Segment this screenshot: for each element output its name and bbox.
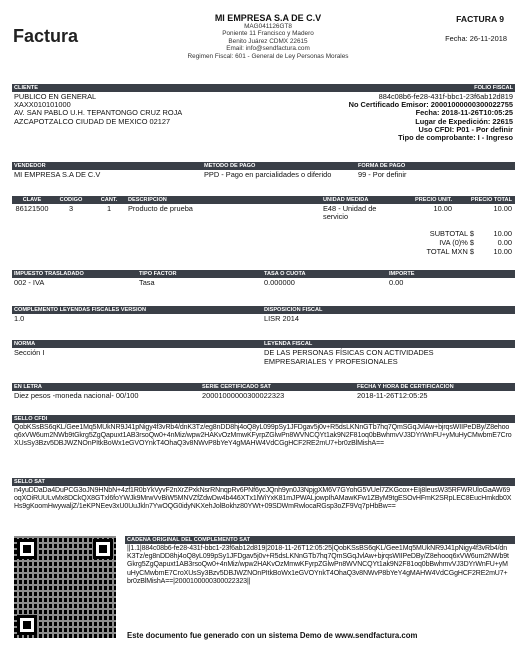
complement-version-label: COMPLEMENTO LEYENDAS FISCALES VERSION xyxy=(14,307,146,313)
payment-section xyxy=(12,162,515,181)
col-unidad: UNIDAD MEDIDA xyxy=(323,197,369,203)
client-header-bar xyxy=(12,84,515,92)
forma-label: FORMA DE PAGO xyxy=(358,163,406,169)
cert-sat-value: 20001000000300022323 xyxy=(202,391,285,400)
tax-impuesto: 002 - IVA xyxy=(14,278,45,287)
table-row xyxy=(12,204,515,221)
vendedor-label: VENDEDOR xyxy=(14,163,46,169)
client-name: PUBLICO EN GENERAL xyxy=(14,92,97,101)
cell-codigo: 3 xyxy=(68,204,74,213)
totals-block xyxy=(382,229,512,256)
cert-emisor: No Certificado Emisor: 20001000000300022755 xyxy=(348,100,513,110)
document-title: Factura xyxy=(13,26,79,46)
col-clave: CLAVE xyxy=(22,197,42,203)
items-table xyxy=(12,196,515,256)
col-descripcion: DESCRIPCION xyxy=(128,197,167,203)
client-city: AZCAPOTZALCO CIUDAD DE MEXICO 02127 xyxy=(14,116,171,126)
norma-label: NORMA xyxy=(14,341,36,347)
leyenda-label: LEYENDA FISCAL xyxy=(264,341,313,347)
company-rfc: MAG041126GT8 xyxy=(244,23,292,30)
invoice-number: FACTURA 9 xyxy=(456,14,504,24)
total-label: TOTAL MXN $ xyxy=(426,247,474,256)
col-cant: CANT. xyxy=(100,197,118,203)
cadena-text: ||1.1|884c08b6-fe28-431f-bbc1-23f6ab12d819|2018-11-26T12:05:25|QobKSsBS6qKL/Gee1Mq5MUkNR9J41pNigy4f3vRb4/dnK3Tz/eg8nDD8hj4oQ8yL099pSy1JFDgav5j0v+R5dsLKNnGTb7hq7QmSGqJvlAw+bjrqsWIIPeDBy/Z8ehooq6xVW6um2NWb9tGkrg5ZgQapuxt1AB3rsoQw0+4nMiz/wpw2HAKvOzMmwKFyrpZGlwPn8WVNCQYt1ak9N2F81oq0bBwhmvVJ3DYrWnFU+yMuHyCMwbmE7CroXUsSy3Bzv5DBJWZNOnPItkBoWx1eGVOYnkT4OhaQ3v8NWvP8bYeY4gMAHW4VdCGgHCF2RE2mU7+br0zBlMishA==|2000100000300022323|| xyxy=(127,545,509,585)
tax-row xyxy=(12,278,515,289)
cell-precio-total: 10.00 xyxy=(493,204,512,213)
footer-note: Este documento fue generado con un sistema Demo de www.sendfactura.com xyxy=(127,631,418,640)
cadena-section xyxy=(125,536,515,587)
cert-date-value: 2018-11-26T12:05:25 xyxy=(357,391,428,400)
expedition-place: Lugar de Expedición: 22615 xyxy=(415,116,513,126)
company-email: Email: info@sendfactura.com xyxy=(226,45,310,53)
subtotal-label: SUBTOTAL $ xyxy=(429,229,474,238)
cell-clave: 86121500 xyxy=(15,204,49,213)
invoice-date: Fecha: 26-11-2018 xyxy=(445,34,507,43)
total-value: 10.00 xyxy=(493,247,512,256)
client-section xyxy=(12,84,515,143)
tax-tasa: 0.000000 xyxy=(264,278,295,287)
cert-date-label: FECHA Y HORA DE CERTIFICACION xyxy=(357,384,454,390)
cell-descripcion: Producto de prueba xyxy=(128,204,193,213)
fiscal-info xyxy=(349,93,513,142)
forma-value: 99 - Por definir xyxy=(358,170,407,179)
iva-value: 0.00 xyxy=(497,238,512,247)
items-header-row xyxy=(12,196,515,204)
company-regime: Regimen Fiscal: 601 - General de Ley Personas Morales xyxy=(187,52,349,60)
payment-header-bar xyxy=(12,162,515,170)
sello-sat-text: n4yuDDaDa4DuPCG3oJN9HNbN+4zf1R0bYkVyvF2nXrZPxkNsrRNnqpRv6PNf6ycJQnh9yn0J3NpjgXM6V7GYohG5VUel7ZKGcox+EIj8leusW35RFWRUloGaAW69oqXOiRUULvMx8DCkQX8GTxl6foYWJk9MrwVvBiW5MNVZfZdwDw4b446XTx1lWiYxK81mJPWALjowpIhAMawKFw1ZByM9tgESOvHFmK2SRpLEC8EucHmkdb0XHs9gKoomHwywaljZ/1eKPNEev3xU0UuJkln7YwOQG0idyNKXehJolBokhz80YWt+09SDWmRwlocaRGsp3oZF9Vq7pHbBw== xyxy=(14,487,512,511)
cell-cant: 1 xyxy=(106,204,112,213)
sello-cfdi-text: QobKSsBS6qKL/Gee1Mq5MUkNR9J41pNigy4f3vRb4/dnK3Tz/eg8nDD8hj4oQ8yL099pSy1JFDgav5j0v+R5dsLKNnGTb7hq7QmSGqJvlAw+bjrqsWIIPeDBy/Z8ehooq6xVW6um2NWb9tGkrg5ZgQapuxt1AB3rsoQw0+4nMiz/wpw2HAKvOzMmwKFyrpZGlwPn8WVNCQYt1ak9N2F81oq0bBwhmvVJ3DYrWnFU+yMuHyCMwbmE7CroXUsSy3Bzv5DBJWZNOnPItkBoWx1eGVOYnkT4OhaQ3v8NWvP8bYeY4gMAHW4VdCGgHCF2RE2mU7+br0zBlMishA== xyxy=(14,424,512,448)
complement-version: 1.0 xyxy=(14,314,25,323)
company-block xyxy=(168,13,368,60)
emission-date: Fecha: 2018-11-26T10:05:25 xyxy=(415,108,513,118)
complement-header-bar xyxy=(12,306,515,314)
client-info xyxy=(14,93,182,142)
sello-cfdi-label: SELLO CFDI xyxy=(12,415,515,423)
uso-cfdi: Uso CFDI: P01 - Por definir xyxy=(418,124,513,134)
col-precio-unit: PRECIO UNIT. xyxy=(415,197,452,203)
norma-value: Sección I xyxy=(14,348,45,357)
complement-section xyxy=(12,306,515,325)
letters-header-bar xyxy=(12,383,515,391)
folio-label: FOLIO FISCAL xyxy=(474,85,513,91)
tipo-comprobante: Tipo de comprobante: I - Ingreso xyxy=(398,133,513,143)
tax-importe: 0.00 xyxy=(389,278,404,287)
col-precio-total: PRECIO TOTAL xyxy=(470,197,512,203)
leyenda-value: DE LAS PERSONAS FÍSICAS CON ACTIVIDADES EMPRESARIALES Y PROFESIONALES xyxy=(264,348,434,366)
col-codigo: CODIGO xyxy=(59,197,83,203)
company-address-2: Benito Juárez CDMX 22615 xyxy=(228,37,308,45)
company-name: MI EMPRESA S.A DE C.V xyxy=(214,13,322,23)
taxes-header-bar xyxy=(12,270,515,278)
folio-value: 884c08b6-fe28-431f-bbc1-23f6ab12d819 xyxy=(378,92,513,101)
cell-precio-unit: 10.00 xyxy=(433,204,452,213)
tax-tipo: Tasa xyxy=(139,278,155,287)
qr-code-icon xyxy=(14,536,116,638)
cert-sat-label: SERIE CERTIFICADO SAT xyxy=(202,384,271,390)
letra-label: EN LETRA xyxy=(14,384,42,390)
sello-cfdi-section xyxy=(12,415,515,450)
norma-header-bar xyxy=(12,340,515,348)
disposicion-value: LISR 2014 xyxy=(264,314,299,323)
company-address-1: Poniente 11 Francisco y Madero xyxy=(222,30,314,38)
metodo-value: PPD - Pago en parcialidades o diferido xyxy=(204,170,332,179)
disposicion-label: DISPOSICION FISCAL xyxy=(264,307,323,313)
cadena-label: CADENA ORIGINAL DEL COMPLEMENTO SAT xyxy=(125,536,515,544)
norma-section xyxy=(12,340,515,367)
subtotal-value: 10.00 xyxy=(493,229,512,238)
sello-sat-section xyxy=(12,478,515,513)
client-label: CLIENTE xyxy=(14,85,38,91)
metodo-label: METODO DE PAGO xyxy=(204,163,256,169)
tax-col-importe: IMPORTE xyxy=(389,271,415,277)
vendedor-value: MI EMPRESA S.A DE C.V xyxy=(14,170,101,179)
letra-value: Diez pesos -moneda nacional- 00/100 xyxy=(14,391,139,400)
taxes-section xyxy=(12,270,515,289)
sello-sat-label: SELLO SAT xyxy=(12,478,515,486)
tax-col-tasa: TASA O CUOTA xyxy=(264,271,306,277)
iva-label: IVA (0)% $ xyxy=(439,238,474,247)
tax-col-impuesto: IMPUESTO TRASLADADO xyxy=(14,271,84,277)
client-rfc: XAXX010101000 xyxy=(14,100,71,110)
letters-section xyxy=(12,383,515,402)
client-address: AV. SAN PABLO U.H. TEPANTONGO CRUZ ROJA xyxy=(14,108,183,118)
tax-col-tipo: TIPO FACTOR xyxy=(139,271,177,277)
cell-unidad: E48 - Unidad de servicio xyxy=(323,204,377,222)
